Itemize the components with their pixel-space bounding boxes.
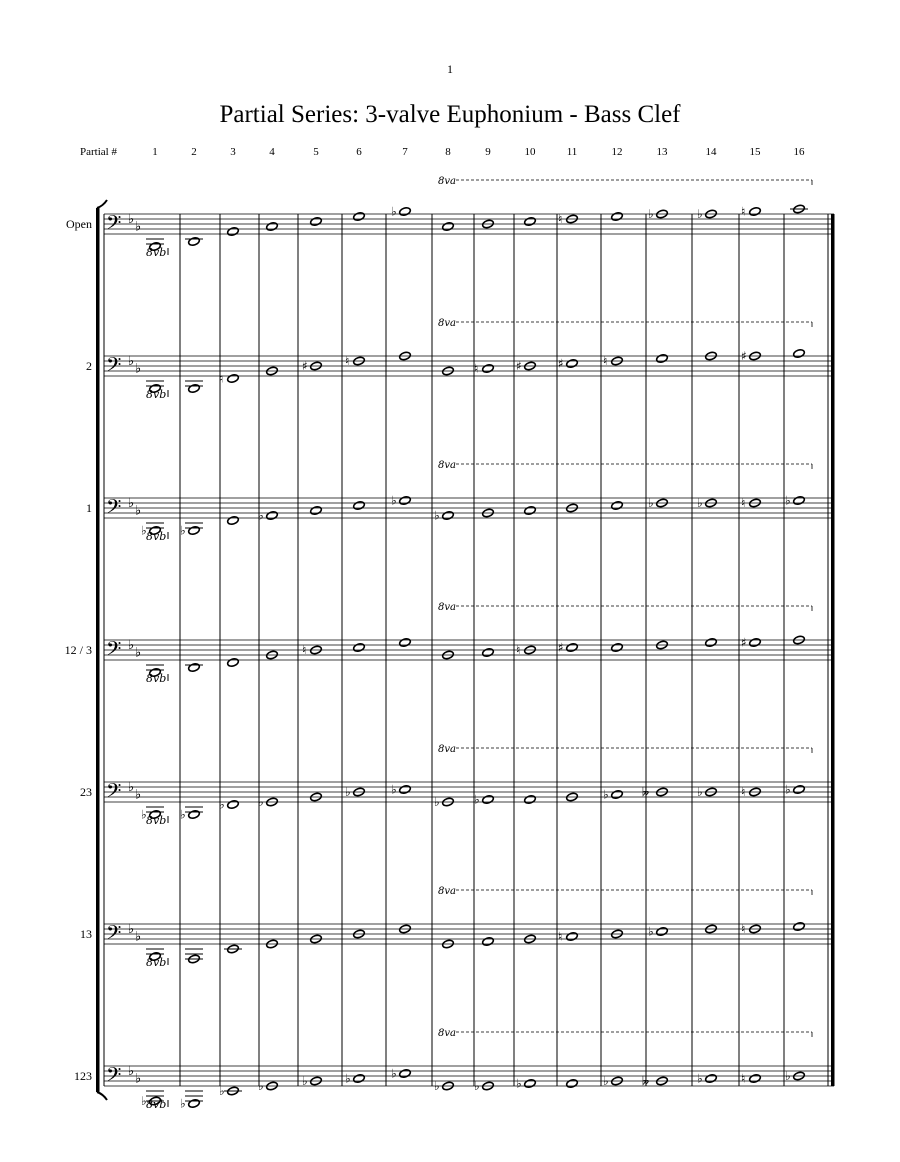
- key-signature-flat-icon: ♭: [135, 645, 142, 661]
- valve-combination-label: 123: [74, 1069, 92, 1083]
- accidental-icon: 𝄫: [642, 785, 650, 799]
- accidental-icon: ♭: [697, 496, 703, 510]
- accidental-icon: ♭: [434, 1079, 440, 1093]
- ottava-alta-mark: 8va: [438, 318, 456, 329]
- accidental-icon: ♯: [558, 640, 564, 655]
- key-signature-flat-icon: ♭: [135, 787, 142, 803]
- key-signature-flat-icon: ♭: [128, 212, 135, 227]
- valve-combination-label: Open: [66, 217, 92, 231]
- ottava-bassa-mark: 8vb: [146, 956, 167, 969]
- ottava-alta-mark: 8va: [438, 1028, 456, 1039]
- accidental-icon: ♮: [558, 929, 563, 944]
- accidental-icon: ♯: [516, 359, 522, 373]
- whole-note: [793, 349, 806, 359]
- key-signature-flat-icon: ♭: [135, 361, 142, 377]
- whole-note: [188, 384, 201, 394]
- accidental-icon: ♭: [391, 782, 397, 797]
- ottava-bassa-mark: 8vb: [146, 388, 167, 401]
- ottava-bassa-mark: 8vb: [146, 814, 167, 827]
- accidental-icon: ♭: [391, 1066, 397, 1081]
- whole-note: [399, 638, 412, 648]
- accidental-icon: ♮: [741, 204, 746, 219]
- whole-note: [566, 359, 579, 369]
- ottava-alta-mark: 8va: [438, 886, 456, 897]
- ottava-alta-mark: 8va: [438, 602, 456, 613]
- bass-clef-icon: 𝄢: [106, 1063, 122, 1091]
- ottava-bassa-mark: 8vb: [146, 246, 167, 259]
- whole-note: [611, 643, 624, 653]
- accidental-icon: ♭: [697, 207, 703, 221]
- accidental-icon: ♭: [785, 493, 791, 508]
- accidental-icon: ♭: [603, 1074, 609, 1088]
- whole-note: [266, 222, 279, 232]
- accidental-icon: ♮: [741, 922, 746, 936]
- partial-number: 11: [566, 146, 578, 158]
- whole-note: [482, 364, 495, 374]
- accidental-icon: ♭: [345, 1071, 351, 1086]
- whole-note: [353, 1074, 366, 1084]
- staff-row: [104, 176, 834, 259]
- partial-number: 9: [485, 146, 491, 158]
- accidental-icon: ♮: [741, 785, 746, 799]
- whole-note: [705, 638, 718, 648]
- whole-note: [310, 506, 323, 516]
- accidental-icon: ♭: [434, 508, 440, 523]
- accidental-icon: ♭: [434, 795, 440, 809]
- ottava-bassa-mark: 8vb: [146, 530, 167, 543]
- whole-note: [482, 937, 495, 947]
- whole-note: [399, 785, 412, 795]
- accidental-icon: 𝄫: [642, 1074, 650, 1088]
- partial-number: 16: [793, 146, 805, 158]
- accidental-icon: ♭: [603, 787, 609, 802]
- whole-note: [188, 526, 201, 536]
- whole-note: [793, 922, 806, 932]
- whole-note: [353, 212, 366, 222]
- accidental-icon: ♮: [345, 354, 350, 368]
- key-signature-flat-icon: ♭: [128, 354, 135, 369]
- whole-note: [656, 354, 669, 364]
- accidental-icon: ♭: [258, 1079, 264, 1093]
- valve-combination-label: 13: [80, 927, 92, 941]
- partial-number: 7: [402, 146, 408, 158]
- accidental-icon: ♭: [141, 1094, 147, 1108]
- accidental-icon: ♭: [516, 1076, 522, 1091]
- key-signature-flat-icon: ♭: [135, 929, 142, 945]
- staff-row: [104, 602, 834, 685]
- whole-note: [227, 516, 240, 526]
- accidental-icon: ♯: [741, 349, 747, 363]
- whole-note: [566, 1079, 579, 1089]
- partial-number: 3: [230, 146, 236, 158]
- key-signature-flat-icon: ♭: [128, 780, 135, 795]
- bass-clef-icon: 𝄢: [106, 779, 122, 807]
- staff-row: [104, 460, 834, 543]
- whole-note: [188, 810, 201, 820]
- partial-number: 13: [656, 146, 668, 158]
- bracket-top-hook: [97, 200, 107, 208]
- whole-note: [611, 212, 624, 222]
- accidental-icon: ♭: [785, 1069, 791, 1083]
- accidental-icon: ♭: [180, 807, 186, 822]
- whole-note: [227, 374, 240, 384]
- ottava-alta-mark: 8va: [438, 176, 456, 187]
- partial-number: 8: [445, 146, 451, 158]
- accidental-icon: ♭: [391, 204, 397, 219]
- partial-number: 15: [749, 146, 761, 158]
- bass-clef-icon: 𝄢: [106, 353, 122, 381]
- accidental-icon: ♮: [474, 361, 479, 376]
- whole-note: [399, 496, 412, 506]
- page-number: 1: [447, 62, 453, 76]
- whole-note: [353, 643, 366, 653]
- accidental-icon: ♮: [558, 212, 563, 226]
- whole-note: [749, 638, 762, 648]
- whole-note: [793, 785, 806, 795]
- accidental-icon: ♯: [741, 635, 747, 650]
- bass-clef-icon: 𝄢: [106, 495, 122, 523]
- ottava-alta-mark: 8va: [438, 744, 456, 755]
- key-signature-flat-icon: ♭: [128, 1064, 135, 1079]
- accidental-icon: ♭: [219, 797, 225, 812]
- whole-note: [227, 658, 240, 668]
- whole-note: [749, 207, 762, 217]
- staff-row: [104, 886, 834, 969]
- whole-note: [227, 227, 240, 237]
- whole-note: [524, 217, 537, 227]
- whole-note: [227, 800, 240, 810]
- accidental-icon: ♭: [141, 807, 147, 822]
- accidental-icon: ♭: [180, 523, 186, 538]
- bass-clef-icon: 𝄢: [106, 921, 122, 949]
- valve-combination-label: 2: [86, 359, 92, 373]
- whole-note: [399, 207, 412, 217]
- whole-note: [705, 1074, 718, 1084]
- whole-note: [310, 217, 323, 227]
- whole-note: [566, 932, 579, 942]
- valve-combination-label: 23: [80, 785, 92, 799]
- staff-row: [104, 1028, 834, 1111]
- key-signature-flat-icon: ♭: [128, 638, 135, 653]
- accidental-icon: ♭: [258, 795, 264, 809]
- partial-number: 2: [191, 146, 197, 158]
- accidental-icon: ♭: [697, 785, 703, 799]
- key-signature-flat-icon: ♭: [128, 496, 135, 511]
- whole-note: [524, 506, 537, 516]
- accidental-icon: ♮: [603, 354, 608, 368]
- accidental-icon: ♭: [180, 1096, 186, 1111]
- valve-combination-label: 1: [86, 501, 92, 515]
- whole-note: [524, 795, 537, 805]
- whole-note: [524, 1079, 537, 1089]
- accidental-icon: ♭: [345, 785, 351, 799]
- partial-number: 6: [356, 146, 362, 158]
- partial-number: 10: [524, 146, 536, 158]
- whole-note: [442, 511, 455, 521]
- accidental-icon: ♭: [141, 523, 147, 538]
- accidental-icon: ♭: [697, 1071, 703, 1086]
- whole-note: [656, 927, 669, 937]
- whole-note: [188, 1099, 201, 1109]
- page-title: Partial Series: 3-valve Euphonium - Bass Clef: [219, 101, 681, 128]
- staff-row: [104, 318, 834, 401]
- key-signature-flat-icon: ♭: [135, 1071, 142, 1087]
- whole-note: [188, 237, 201, 247]
- accidental-icon: ♭: [302, 1074, 308, 1088]
- accidental-icon: ♭: [258, 508, 264, 523]
- bass-clef-icon: 𝄢: [106, 637, 122, 665]
- accidental-icon: ♮: [516, 643, 521, 657]
- whole-note: [266, 511, 279, 521]
- key-signature-flat-icon: ♭: [128, 922, 135, 937]
- ottava-bassa-mark: 8vb: [146, 1098, 167, 1111]
- accidental-icon: ♭: [219, 1084, 225, 1098]
- key-signature-flat-icon: ♭: [135, 219, 142, 235]
- bracket-bottom-hook: [97, 1092, 107, 1100]
- accidental-icon: ♮: [741, 1071, 746, 1086]
- bass-clef-icon: 𝄢: [106, 211, 122, 239]
- partial-header-label: Partial #: [80, 146, 117, 158]
- whole-note: [399, 1069, 412, 1079]
- whole-note: [611, 501, 624, 511]
- whole-note: [611, 790, 624, 800]
- whole-note: [482, 648, 495, 658]
- whole-note: [793, 496, 806, 506]
- accidental-icon: ♮: [302, 643, 307, 657]
- partial-number: 4: [269, 146, 275, 158]
- accidental-icon: ♭: [474, 1079, 480, 1093]
- system-bracket: [96, 208, 100, 1092]
- accidental-icon: ♭: [785, 782, 791, 797]
- whole-note: [482, 795, 495, 805]
- staff-row: [104, 744, 834, 827]
- partial-number: 12: [611, 146, 623, 158]
- partial-number: 5: [313, 146, 319, 158]
- whole-note: [353, 501, 366, 511]
- accidental-icon: ♭: [474, 792, 480, 807]
- accidental-icon: ♭: [648, 496, 654, 510]
- accidental-icon: ♮: [219, 371, 224, 386]
- partial-number: 14: [705, 146, 717, 158]
- accidental-icon: ♭: [648, 207, 654, 221]
- whole-note: [566, 643, 579, 653]
- whole-note: [442, 222, 455, 232]
- accidental-icon: ♯: [558, 356, 564, 371]
- key-signature-flat-icon: ♭: [135, 503, 142, 519]
- valve-combination-label: 12 / 3: [64, 643, 92, 657]
- partial-number: 1: [152, 146, 158, 158]
- whole-note: [188, 663, 201, 673]
- accidental-icon: ♭: [648, 924, 654, 939]
- accidental-icon: ♯: [302, 359, 308, 373]
- whole-note: [749, 1074, 762, 1084]
- ottava-alta-mark: 8va: [438, 460, 456, 471]
- accidental-icon: ♮: [741, 496, 746, 510]
- accidental-icon: ♭: [391, 493, 397, 508]
- ottava-bassa-mark: 8vb: [146, 672, 167, 685]
